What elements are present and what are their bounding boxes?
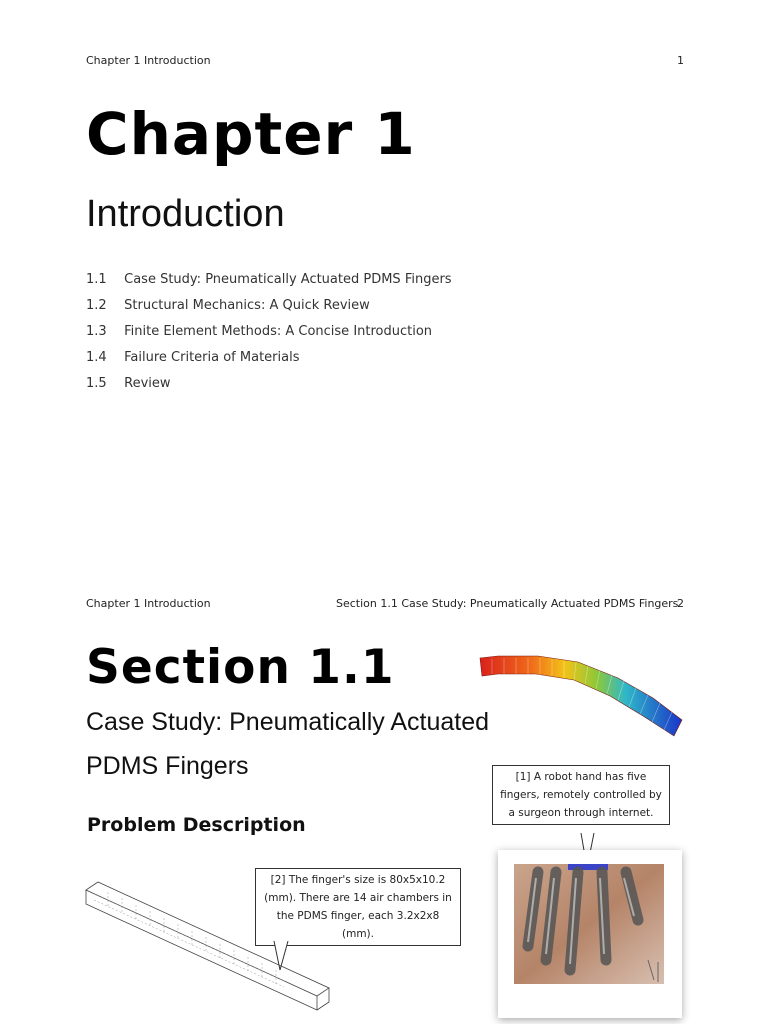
toc-title: Structural Mechanics: A Quick Review: [124, 298, 370, 313]
toc-title: Review: [124, 376, 171, 391]
toc-item[interactable]: [86, 272, 452, 287]
toc-title: Case Study: Pneumatically Actuated PDMS Fingers: [124, 272, 452, 287]
toc-number: 1.5: [86, 376, 107, 391]
robot-fingers-photo-frame: [498, 850, 682, 1018]
toc-item[interactable]: [86, 376, 171, 391]
toc-title: Finite Element Methods: A Concise Introduction: [124, 324, 433, 339]
running-header-left: Chapter 1 Introduction: [86, 54, 211, 67]
toc-number: 1.1: [86, 272, 107, 287]
finger-deformation-figure: [478, 650, 684, 742]
callout-robot-hand: [1] A robot hand has five fingers, remotely controlled by a surgeon through internet.: [492, 765, 670, 825]
section-subtitle-line1: Case Study: Pneumatically Actuated: [86, 708, 490, 736]
robot-fingers-photo: [498, 850, 682, 1018]
toc-number: 1.4: [86, 350, 107, 365]
running-header-left: Chapter 1 Introduction: [86, 597, 211, 610]
running-header-section: Section 1.1 Case Study: Pneumatically Actuated PDMS Fingers: [336, 597, 679, 610]
callout-finger-size: [2] The finger's size is 80x5x10.2 (mm). There are 14 air chambers in the PDMS finger, each 3.2x2x8 (mm).: [255, 868, 461, 946]
toc-number: 1.2: [86, 298, 107, 313]
chapter-title: Chapter 1: [86, 100, 416, 168]
toc-item[interactable]: [86, 350, 299, 365]
page-number: 2: [677, 597, 684, 610]
toc-number: 1.3: [86, 324, 107, 339]
problem-description-heading: Problem Description: [87, 814, 306, 836]
page-number: 1: [677, 54, 684, 67]
section-subtitle-line2: PDMS Fingers: [86, 752, 249, 780]
chapter-subtitle: Introduction: [86, 193, 285, 235]
toc-item[interactable]: [86, 324, 432, 339]
toc-title: Failure Criteria of Materials: [124, 350, 300, 365]
finger-wireframe-drawing: [84, 878, 334, 1024]
section-title: Section 1.1: [86, 640, 395, 695]
toc-item[interactable]: [86, 298, 370, 313]
